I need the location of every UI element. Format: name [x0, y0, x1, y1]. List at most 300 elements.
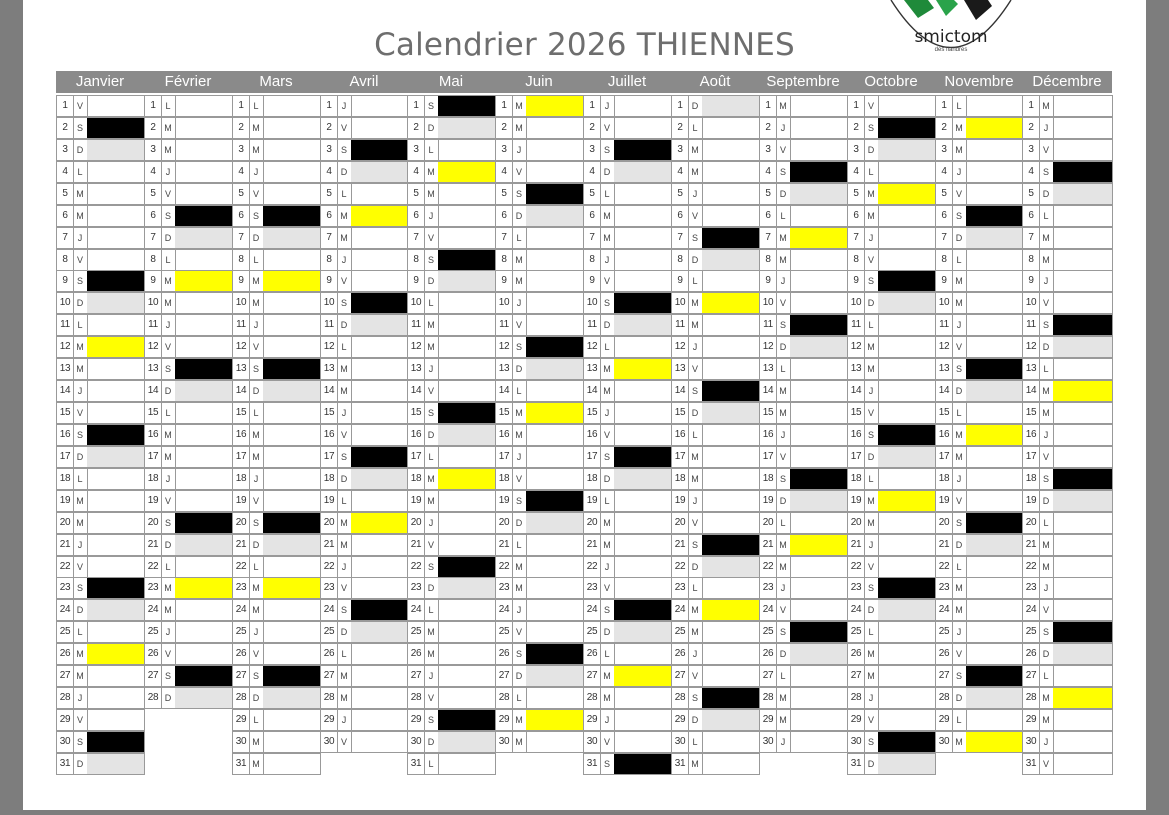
- day-number: 31: [57, 754, 74, 774]
- day-cell: [232, 336, 321, 358]
- day-number: 14: [145, 381, 162, 401]
- day-number: 9: [321, 271, 338, 291]
- day-fill: [263, 293, 320, 313]
- weekday-letter: S: [864, 732, 879, 752]
- day-number: 4: [584, 162, 601, 182]
- weekday-letter: L: [1039, 206, 1054, 226]
- day-fill: [614, 271, 671, 291]
- weekday-letter: V: [952, 644, 967, 664]
- weekday-letter: M: [161, 578, 176, 598]
- month-header: Juin: [495, 71, 583, 93]
- weekday-letter: S: [864, 425, 879, 445]
- day-cell: [144, 424, 233, 446]
- day-cell: [232, 227, 321, 249]
- day-number: 17: [57, 447, 74, 467]
- month-header: Mai: [407, 71, 495, 93]
- day-number: 4: [321, 162, 338, 182]
- weekday-letter: L: [864, 469, 879, 489]
- day-number: 2: [145, 118, 162, 138]
- weekday-letter: M: [73, 359, 88, 379]
- day-cell: [583, 336, 672, 358]
- day-cell: [847, 205, 936, 227]
- day-fill: [87, 710, 144, 730]
- weekday-letter: M: [952, 447, 967, 467]
- day-number: 15: [584, 403, 601, 423]
- day-cell: [583, 249, 672, 271]
- weekday-letter: L: [1039, 513, 1054, 533]
- day-fill: [351, 381, 408, 401]
- day-number: 4: [848, 162, 865, 182]
- day-fill: [790, 381, 847, 401]
- day-cell: [320, 556, 409, 578]
- day-number: 19: [584, 491, 601, 511]
- day-cell: [320, 643, 409, 665]
- day-fill: [263, 403, 320, 423]
- day-number: 17: [145, 447, 162, 467]
- day-fill: [175, 469, 232, 489]
- day-number: 16: [1023, 425, 1040, 445]
- day-fill: [263, 337, 320, 357]
- weekday-letter: M: [424, 337, 439, 357]
- day-fill: [878, 622, 935, 642]
- weekday-letter: M: [337, 228, 352, 248]
- day-cell: [407, 490, 496, 512]
- day-fill: [526, 206, 583, 226]
- day-fill: [702, 96, 759, 116]
- day-number: 22: [672, 557, 689, 577]
- weekday-letter: L: [600, 337, 615, 357]
- day-number: 7: [233, 228, 250, 248]
- yellow-bin-marker: [614, 359, 671, 379]
- day-cell: [671, 709, 760, 731]
- weekday-letter: M: [1039, 535, 1054, 555]
- day-number: 16: [584, 425, 601, 445]
- yellow-bin-marker: [438, 469, 495, 489]
- day-cell: [671, 490, 760, 512]
- day-cell: [671, 731, 760, 753]
- day-number: 17: [584, 447, 601, 467]
- day-fill: [790, 403, 847, 423]
- weekday-letter: V: [424, 228, 439, 248]
- day-cell: [320, 490, 409, 512]
- day-cell: [495, 599, 584, 621]
- weekday-letter: L: [776, 206, 791, 226]
- day-number: 7: [496, 228, 513, 248]
- day-cell: [320, 183, 409, 205]
- day-number: 16: [321, 425, 338, 445]
- day-cell: [1022, 643, 1113, 665]
- day-fill: [526, 622, 583, 642]
- day-number: 13: [936, 359, 953, 379]
- day-number: 25: [496, 622, 513, 642]
- day-cell: [1022, 446, 1113, 468]
- weekday-letter: L: [952, 96, 967, 116]
- day-number: 8: [321, 250, 338, 270]
- day-number: 25: [321, 622, 338, 642]
- weekday-letter: S: [249, 666, 264, 686]
- day-cell: [935, 292, 1024, 314]
- weekday-letter: V: [688, 359, 703, 379]
- weekday-letter: V: [161, 644, 176, 664]
- day-fill: [1053, 359, 1112, 379]
- weekday-letter: M: [864, 184, 879, 204]
- day-cell: [232, 95, 321, 117]
- day-fill: [966, 557, 1023, 577]
- day-number: 16: [233, 425, 250, 445]
- day-cell: [232, 117, 321, 139]
- day-cell: [232, 270, 321, 292]
- weekday-letter: V: [600, 118, 615, 138]
- day-fill: [614, 337, 671, 357]
- weekday-letter: L: [1039, 359, 1054, 379]
- day-number: 9: [57, 271, 74, 291]
- day-fill: [87, 228, 144, 248]
- day-number: 1: [848, 96, 865, 116]
- day-number: 27: [145, 666, 162, 686]
- weekday-letter: L: [73, 469, 88, 489]
- day-fill: [878, 710, 935, 730]
- day-cell: [759, 95, 848, 117]
- day-fill: [878, 403, 935, 423]
- month-header: Juillet: [583, 71, 671, 93]
- weekday-letter: L: [249, 96, 264, 116]
- day-fill: [878, 337, 935, 357]
- day-number: 6: [233, 206, 250, 226]
- weekday-letter: D: [424, 271, 439, 291]
- yellow-bin-marker: [263, 578, 320, 598]
- weekday-letter: M: [424, 315, 439, 335]
- day-number: 18: [57, 469, 74, 489]
- weekday-letter: L: [776, 666, 791, 686]
- day-fill: [175, 535, 232, 555]
- day-cell: [56, 139, 145, 161]
- day-number: 12: [672, 337, 689, 357]
- day-number: 5: [584, 184, 601, 204]
- day-fill: [438, 578, 495, 598]
- day-fill: [1053, 206, 1112, 226]
- weekday-letter: M: [952, 271, 967, 291]
- day-cell: [232, 292, 321, 314]
- day-fill: [526, 600, 583, 620]
- day-fill: [702, 162, 759, 182]
- weekday-letter: V: [600, 578, 615, 598]
- day-cell: [671, 380, 760, 402]
- yellow-bin-marker: [878, 491, 935, 511]
- day-cell: [759, 183, 848, 205]
- day-cell: [847, 424, 936, 446]
- day-number: 2: [936, 118, 953, 138]
- day-number: 25: [408, 622, 425, 642]
- day-cell: [671, 358, 760, 380]
- black-bin-marker: [438, 96, 495, 116]
- day-cell: [759, 358, 848, 380]
- weekday-letter: L: [161, 403, 176, 423]
- black-bin-marker: [966, 359, 1023, 379]
- day-fill: [438, 644, 495, 664]
- day-cell: [56, 424, 145, 446]
- day-fill: [526, 118, 583, 138]
- day-cell: [847, 249, 936, 271]
- weekday-letter: M: [600, 228, 615, 248]
- day-fill: [702, 184, 759, 204]
- weekday-letter: M: [952, 140, 967, 160]
- day-fill: [351, 578, 408, 598]
- day-cell: [407, 227, 496, 249]
- day-number: 23: [672, 578, 689, 598]
- day-number: 27: [496, 666, 513, 686]
- day-number: 15: [936, 403, 953, 423]
- day-number: 9: [936, 271, 953, 291]
- day-number: 23: [936, 578, 953, 598]
- day-cell: [407, 292, 496, 314]
- day-number: 24: [1023, 600, 1040, 620]
- day-fill: [702, 622, 759, 642]
- day-cell: [671, 205, 760, 227]
- day-number: 23: [584, 578, 601, 598]
- day-fill: [438, 600, 495, 620]
- day-number: 25: [57, 622, 74, 642]
- weekday-letter: V: [249, 337, 264, 357]
- day-fill: [263, 162, 320, 182]
- day-number: 10: [584, 293, 601, 313]
- day-cell: [583, 358, 672, 380]
- day-fill: [702, 447, 759, 467]
- day-cell: [671, 183, 760, 205]
- day-fill: [966, 250, 1023, 270]
- day-fill: [790, 359, 847, 379]
- weekday-letter: L: [424, 600, 439, 620]
- day-number: 29: [408, 710, 425, 730]
- day-fill: [87, 666, 144, 686]
- weekday-letter: M: [776, 381, 791, 401]
- day-cell: [847, 380, 936, 402]
- day-cell: [320, 270, 409, 292]
- day-number: 16: [936, 425, 953, 445]
- day-number: 12: [233, 337, 250, 357]
- day-cell: [495, 95, 584, 117]
- day-number: 20: [321, 513, 338, 533]
- day-number: 10: [145, 293, 162, 313]
- day-cell: [935, 643, 1024, 665]
- month-header: Septembre: [759, 71, 847, 93]
- weekday-letter: L: [952, 403, 967, 423]
- weekday-letter: M: [864, 206, 879, 226]
- month-header: Novembre: [935, 71, 1023, 93]
- yellow-bin-marker: [263, 271, 320, 291]
- weekday-letter: J: [249, 162, 264, 182]
- day-number: 10: [233, 293, 250, 313]
- weekday-letter: S: [73, 732, 88, 752]
- weekday-letter: M: [512, 96, 527, 116]
- day-number: 7: [584, 228, 601, 248]
- weekday-letter: S: [73, 425, 88, 445]
- day-cell: [495, 358, 584, 380]
- day-fill: [614, 688, 671, 708]
- day-fill: [614, 557, 671, 577]
- weekday-letter: L: [512, 688, 527, 708]
- day-cell: [495, 556, 584, 578]
- day-cell: [847, 139, 936, 161]
- day-cell: [320, 358, 409, 380]
- black-bin-marker: [878, 118, 935, 138]
- day-cell: [144, 665, 233, 687]
- weekday-letter: L: [249, 557, 264, 577]
- day-number: 1: [1023, 96, 1040, 116]
- day-fill: [966, 293, 1023, 313]
- weekday-letter: D: [337, 469, 352, 489]
- day-cell: [759, 139, 848, 161]
- weekday-letter: D: [424, 578, 439, 598]
- weekday-letter: M: [952, 600, 967, 620]
- weekday-letter: M: [249, 118, 264, 138]
- day-cell: [56, 599, 145, 621]
- day-number: 21: [584, 535, 601, 555]
- day-number: 15: [321, 403, 338, 423]
- weekday-letter: M: [600, 688, 615, 708]
- day-number: 8: [760, 250, 777, 270]
- weekday-letter: V: [337, 425, 352, 445]
- day-fill: [790, 250, 847, 270]
- yellow-bin-marker: [87, 337, 144, 357]
- day-number: 19: [408, 491, 425, 511]
- weekday-letter: D: [73, 140, 88, 160]
- day-cell: [144, 183, 233, 205]
- day-cell: [232, 424, 321, 446]
- black-bin-marker: [1053, 162, 1112, 182]
- day-cell: [407, 709, 496, 731]
- day-fill: [790, 557, 847, 577]
- day-cell: [1022, 512, 1113, 534]
- weekday-letter: V: [776, 293, 791, 313]
- day-number: 15: [145, 403, 162, 423]
- day-fill: [614, 491, 671, 511]
- day-fill: [438, 754, 495, 774]
- day-cell: [759, 227, 848, 249]
- weekday-letter: S: [161, 359, 176, 379]
- weekday-letter: V: [337, 732, 352, 752]
- weekday-letter: M: [249, 732, 264, 752]
- day-cell: [407, 139, 496, 161]
- day-cell: [1022, 380, 1113, 402]
- weekday-letter: L: [952, 710, 967, 730]
- day-number: 28: [57, 688, 74, 708]
- day-cell: [935, 249, 1024, 271]
- day-number: 30: [760, 732, 777, 752]
- black-bin-marker: [438, 403, 495, 423]
- day-number: 21: [672, 535, 689, 555]
- day-cell: [1022, 183, 1113, 205]
- weekday-letter: M: [249, 754, 264, 774]
- weekday-letter: M: [1039, 557, 1054, 577]
- weekday-letter: V: [952, 337, 967, 357]
- day-cell: [1022, 665, 1113, 687]
- day-fill: [438, 381, 495, 401]
- day-cell: [320, 709, 409, 731]
- weekday-letter: D: [424, 425, 439, 445]
- day-number: 3: [760, 140, 777, 160]
- day-cell: [583, 687, 672, 709]
- day-fill: [438, 206, 495, 226]
- weekday-letter: S: [600, 140, 615, 160]
- weekday-letter: J: [864, 381, 879, 401]
- day-cell: [56, 446, 145, 468]
- weekday-letter: J: [776, 578, 791, 598]
- day-cell: [1022, 161, 1113, 183]
- day-number: 21: [57, 535, 74, 555]
- weekday-letter: M: [512, 250, 527, 270]
- black-bin-marker: [263, 206, 320, 226]
- day-number: 16: [672, 425, 689, 445]
- black-bin-marker: [351, 293, 408, 313]
- day-cell: [1022, 292, 1113, 314]
- weekday-letter: V: [73, 96, 88, 116]
- day-number: 26: [233, 644, 250, 664]
- weekday-letter: M: [161, 425, 176, 445]
- weekday-letter: D: [600, 315, 615, 335]
- weekday-letter: J: [424, 513, 439, 533]
- day-cell: [56, 95, 145, 117]
- day-cell: [847, 665, 936, 687]
- day-fill: [790, 688, 847, 708]
- weekday-letter: V: [337, 271, 352, 291]
- day-cell: [1022, 402, 1113, 424]
- weekday-letter: M: [337, 535, 352, 555]
- day-cell: [759, 731, 848, 753]
- day-cell: [407, 599, 496, 621]
- weekday-letter: S: [337, 293, 352, 313]
- weekday-letter: D: [776, 337, 791, 357]
- day-cell: [847, 753, 936, 775]
- day-fill: [702, 337, 759, 357]
- day-cell: [56, 380, 145, 402]
- day-number: 24: [584, 600, 601, 620]
- day-fill: [878, 644, 935, 664]
- day-cell: [759, 336, 848, 358]
- weekday-letter: L: [73, 162, 88, 182]
- day-number: 5: [1023, 184, 1040, 204]
- day-cell: [583, 621, 672, 643]
- day-fill: [438, 622, 495, 642]
- weekday-letter: J: [161, 315, 176, 335]
- day-cell: [1022, 270, 1113, 292]
- weekday-letter: V: [512, 162, 527, 182]
- weekday-letter: S: [952, 666, 967, 686]
- yellow-bin-marker: [175, 271, 232, 291]
- day-cell: [232, 205, 321, 227]
- day-number: 10: [672, 293, 689, 313]
- day-cell: [671, 643, 760, 665]
- weekday-letter: J: [337, 710, 352, 730]
- day-cell: [759, 446, 848, 468]
- day-number: 3: [496, 140, 513, 160]
- day-cell: [935, 139, 1024, 161]
- day-number: 12: [496, 337, 513, 357]
- weekday-letter: V: [1039, 293, 1054, 313]
- weekday-letter: D: [337, 315, 352, 335]
- day-number: 20: [145, 513, 162, 533]
- day-number: 27: [57, 666, 74, 686]
- day-number: 17: [848, 447, 865, 467]
- day-fill: [966, 600, 1023, 620]
- day-number: 1: [936, 96, 953, 116]
- day-number: 26: [672, 644, 689, 664]
- day-fill: [614, 535, 671, 555]
- day-number: 5: [848, 184, 865, 204]
- day-number: 18: [233, 469, 250, 489]
- weekday-letter: S: [73, 118, 88, 138]
- weekday-letter: S: [249, 359, 264, 379]
- day-cell: [56, 556, 145, 578]
